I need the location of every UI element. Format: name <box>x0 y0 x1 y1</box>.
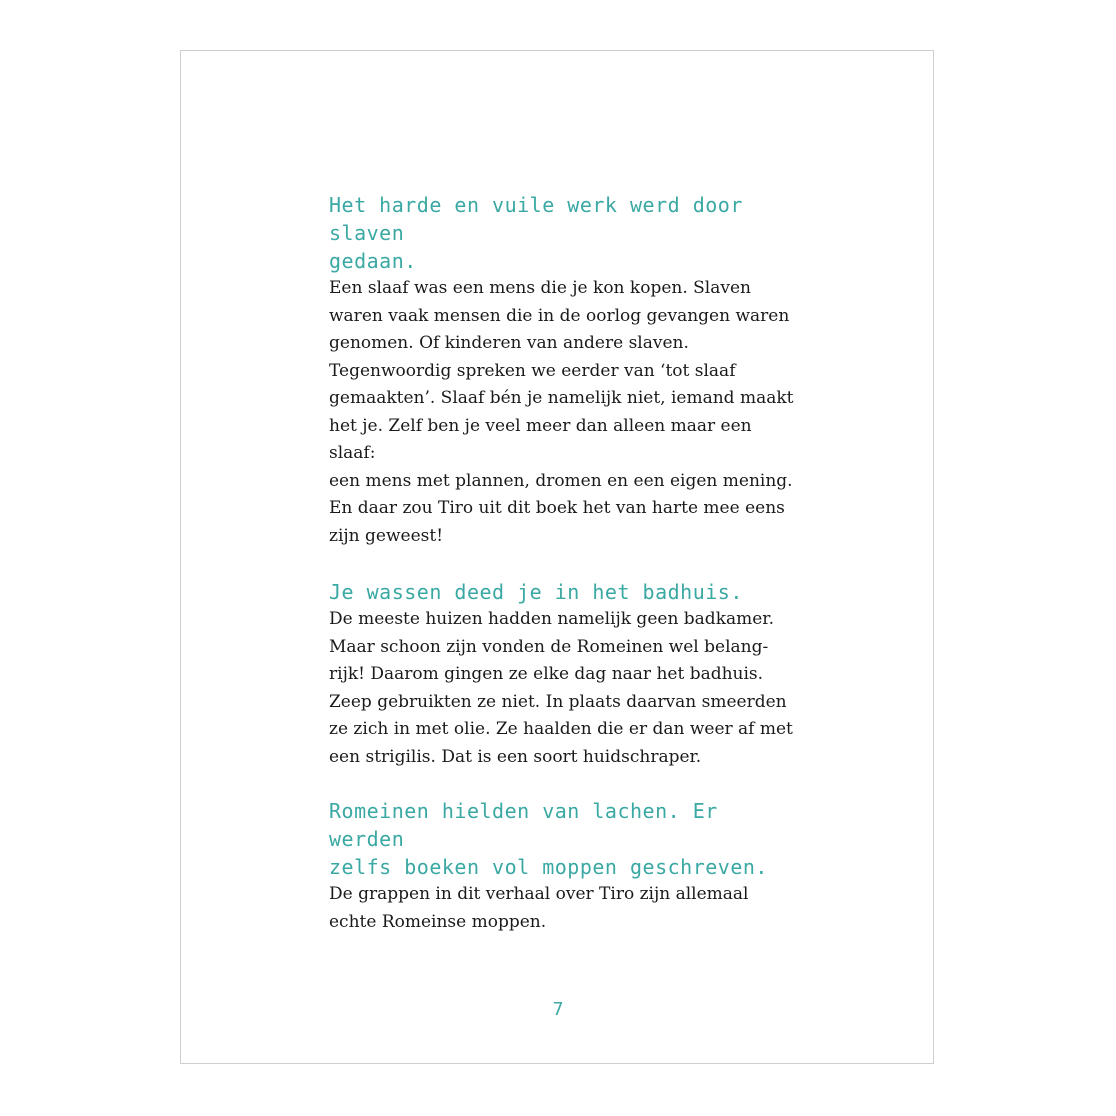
section-bathhouse <box>329 578 799 771</box>
page-content <box>329 191 799 936</box>
section-slaves <box>329 191 799 550</box>
section-heading: Je wassen deed je in het badhuis. <box>329 580 743 604</box>
page-number: 7 <box>552 999 564 1020</box>
section-heading: Romeinen hielden van lachen. Er werden zelfs boeken vol moppen geschreven. <box>329 799 768 879</box>
section-jokes <box>329 797 799 936</box>
section-body: De meeste huizen hadden namelijk geen badkamer. Maar schoon zijn vonden de Romeinen wel belang- rijk! Daarom gingen ze elke dag naar het badhuis. Zeep gebruikten ze niet. In plaats daarvan smeerden ze zich in met olie. Ze haalden die er dan weer af met een strigilis. Dat is een soort huidschraper. <box>329 609 793 767</box>
section-body: De grappen in dit verhaal over Tiro zijn allemaal echte Romeinse moppen. <box>329 884 749 932</box>
book-page <box>180 50 934 1064</box>
section-heading: Het harde en vuile werk werd door slaven gedaan. <box>329 193 743 273</box>
section-body: Een slaaf was een mens die je kon kopen. Slaven waren vaak mensen die in de oorlog gevangen waren genomen. Of kinderen van andere slaven. Tegenwoordig spreken we eerder van ‘tot slaaf gemaakten’. Slaaf bén je namelijk niet, iemand maakt het je. Zelf ben je veel meer dan alleen maar een slaaf: een mens met plannen, dromen en een eigen mening. En daar zou Tiro uit dit boek het van harte mee eens zijn geweest! <box>329 278 794 546</box>
